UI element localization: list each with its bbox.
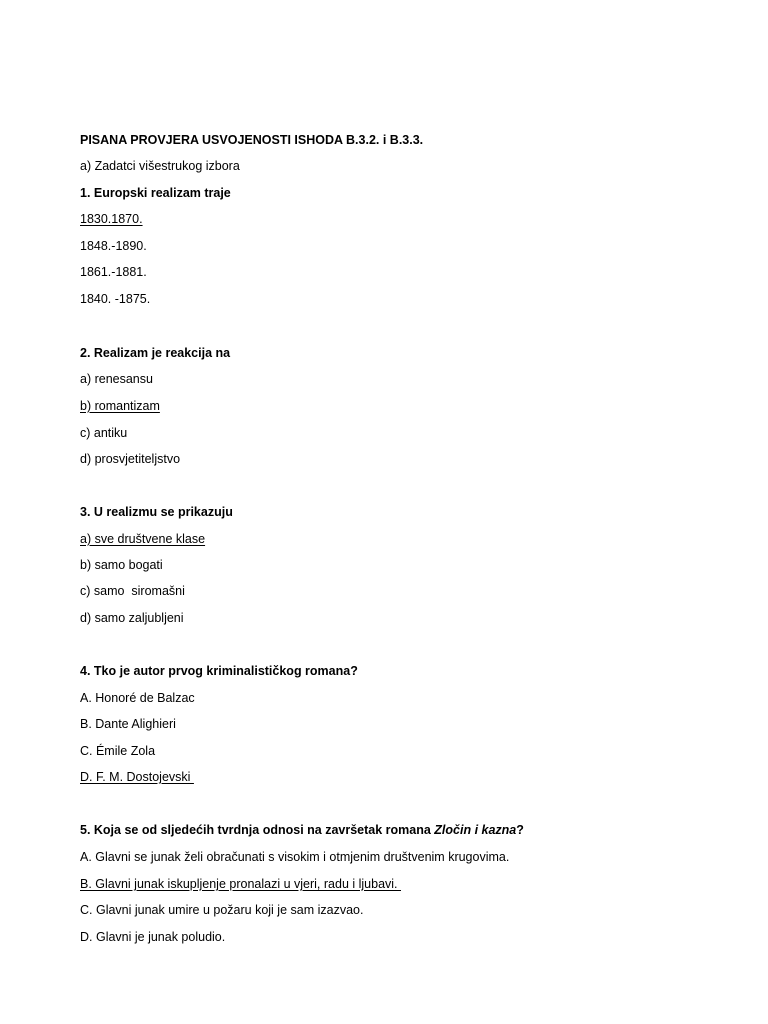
question-1-option-1-marked: 1830.1870. — [80, 212, 143, 226]
question-2-option-a: a) renesansu — [80, 372, 153, 386]
question-3-option-d: d) samo zaljubljeni — [80, 611, 184, 625]
question-1-heading: 1. Europski realizam traje — [80, 186, 231, 200]
question-5-heading — [80, 822, 524, 838]
question-1-option-2: 1848.-1890. — [80, 239, 147, 253]
question-2-option-d: d) prosvjetiteljstvo — [80, 452, 181, 466]
question-2-heading: 2. Realizam je reakcija na — [80, 346, 231, 360]
question-3-option-c: c) samo siromašni — [80, 584, 185, 598]
document-title: PISANA PROVJERA USVOJENOSTI ISHODA B.3.2. i B.3.3. — [80, 133, 424, 147]
question-2-option-c: c) antiku — [80, 426, 128, 440]
question-4-option-c: C. Émile Zola — [80, 744, 156, 758]
question-3-heading: 3. U realizmu se prikazuju — [80, 505, 233, 519]
question-mark: ? — [516, 823, 524, 837]
question-4-option-d-marked: D. F. M. Dostojevski — [80, 770, 194, 784]
question-4-option-b: B. Dante Alighieri — [80, 717, 176, 731]
question-2-option-b-marked: b) romantizam — [80, 399, 160, 413]
question-5-heading-text: 5. Koja se od sljedećih tvrdnja odnosi na završetak romana — [80, 823, 435, 837]
section-heading: a) Zadatci višestrukog izbora — [80, 159, 240, 173]
question-3-option-a-marked: a) sve društvene klase — [80, 532, 206, 546]
question-3-option-b: b) samo bogati — [80, 558, 163, 572]
question-4-heading: 4. Tko je autor prvog kriminalističkog romana? — [80, 664, 358, 678]
question-1-option-3: 1861.-1881. — [80, 265, 147, 279]
question-5-option-d: D. Glavni je junak poludio. — [80, 930, 226, 944]
question-5-option-a: A. Glavni se junak želi obračunati s visokim i otmjenim društvenim krugovima. — [80, 850, 510, 864]
question-5-option-c: C. Glavni junak umire u požaru koji je sam izazvao. — [80, 903, 364, 917]
novel-title: Zločin i kazna — [434, 823, 517, 837]
question-5-option-b-marked: B. Glavni junak iskupljenje pronalazi u vjeri, radu i ljubavi. — [80, 877, 401, 891]
question-4-option-a: A. Honoré de Balzac — [80, 691, 195, 705]
question-1-option-4: 1840. -1875. — [80, 292, 151, 306]
